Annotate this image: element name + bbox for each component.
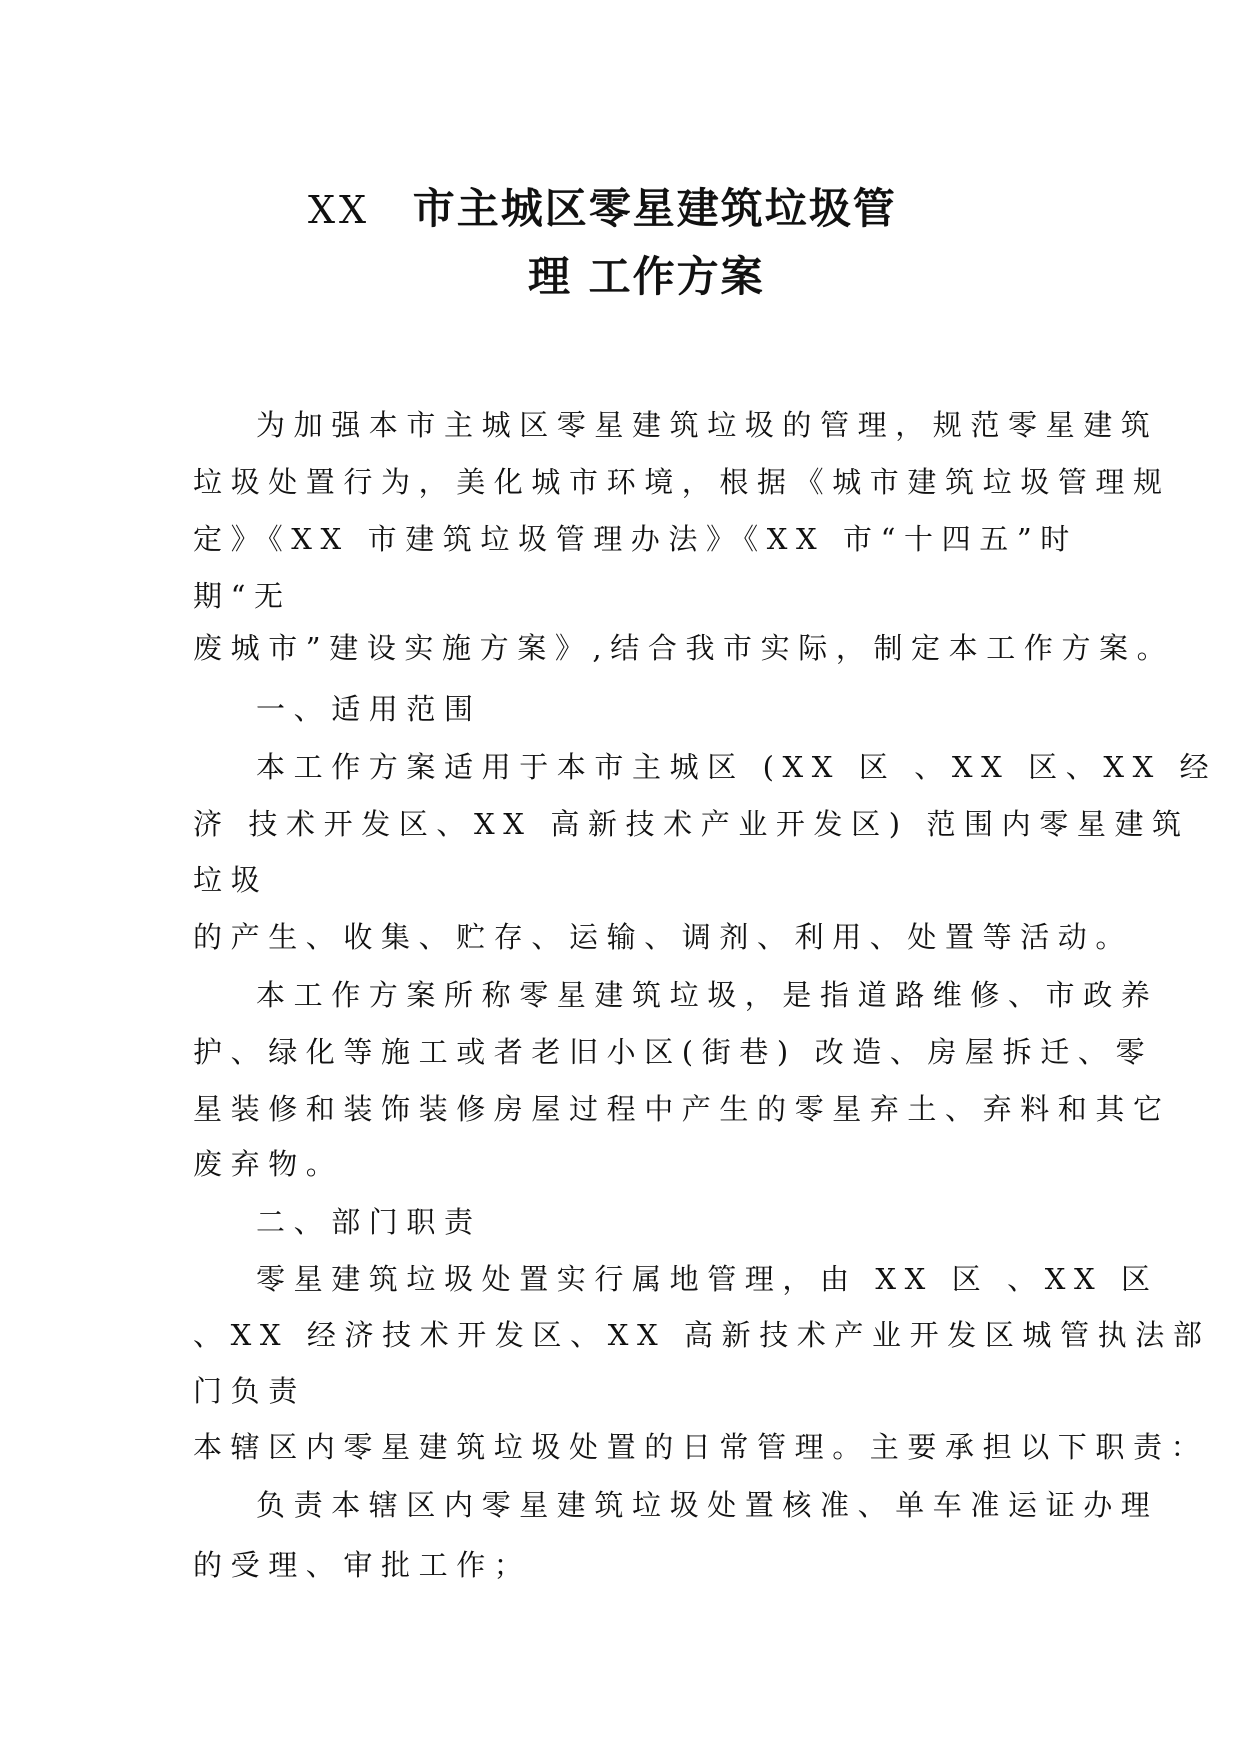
body-line: 的受理、审批工作； (193, 1548, 532, 1582)
body-line: 废弃物。 (193, 1147, 344, 1181)
section-heading: 一、适用范围 (256, 692, 482, 726)
body-line: 护、绿化等施工或者老旧小区(街巷) 改造、房屋拆迁、零 (193, 1035, 1154, 1069)
body-line: 、XX 经济技术开发区、XX 高新技术产业开发区城管执法部 (193, 1318, 1211, 1352)
body-line: 本辖区内零星建筑垃圾处置的日常管理。主要承担以下职责： (193, 1430, 1209, 1464)
body-line: 为加强本市主城区零星建筑垃圾的管理，规范零星建筑 (256, 408, 1159, 442)
body-line: 本工作方案所称零星建筑垃圾，是指道路维修、市政养 (256, 978, 1159, 1012)
body-line: 济 技术开发区、XX 高新技术产业开发区) 范围内零星建筑 (193, 807, 1190, 841)
body-line: 零星建筑垃圾处置实行属地管理，由 XX 区 、XX 区 (256, 1262, 1159, 1296)
body-line: 本工作方案适用于本市主城区 (XX 区 、XX 区、XX 经 (256, 750, 1218, 784)
body-line: 定》《XX 市建筑垃圾管理办法》《XX 市“十四五”时 (193, 522, 1078, 556)
body-line: 负责本辖区内零星建筑垃圾处置核准、单车准运证办理 (256, 1488, 1159, 1522)
body-line: 的产生、收集、贮存、运输、调剂、利用、处置等活动。 (193, 920, 1134, 954)
body-line: 星装修和装饰装修房屋过程中产生的零星弃土、弃料和其它 (193, 1092, 1171, 1126)
document-title-line-1 (308, 184, 897, 233)
section-heading: 二、部门职责 (256, 1205, 482, 1239)
document-title-line-2: 理 工作方案 (528, 252, 765, 301)
body-line: 垃圾 (193, 863, 269, 897)
body-line: 期“无 (193, 579, 292, 613)
title-prefix: XX (308, 188, 371, 232)
body-line: 门负责 (193, 1374, 306, 1408)
body-line: 废城市”建设实施方案》,结合我市实际，制定本工作方案。 (193, 631, 1175, 665)
title-text: 市主城区零星建筑垃圾管 (412, 184, 897, 233)
body-line: 垃圾处置行为，美化城市环境，根据《城市建筑垃圾管理规 (193, 465, 1171, 499)
